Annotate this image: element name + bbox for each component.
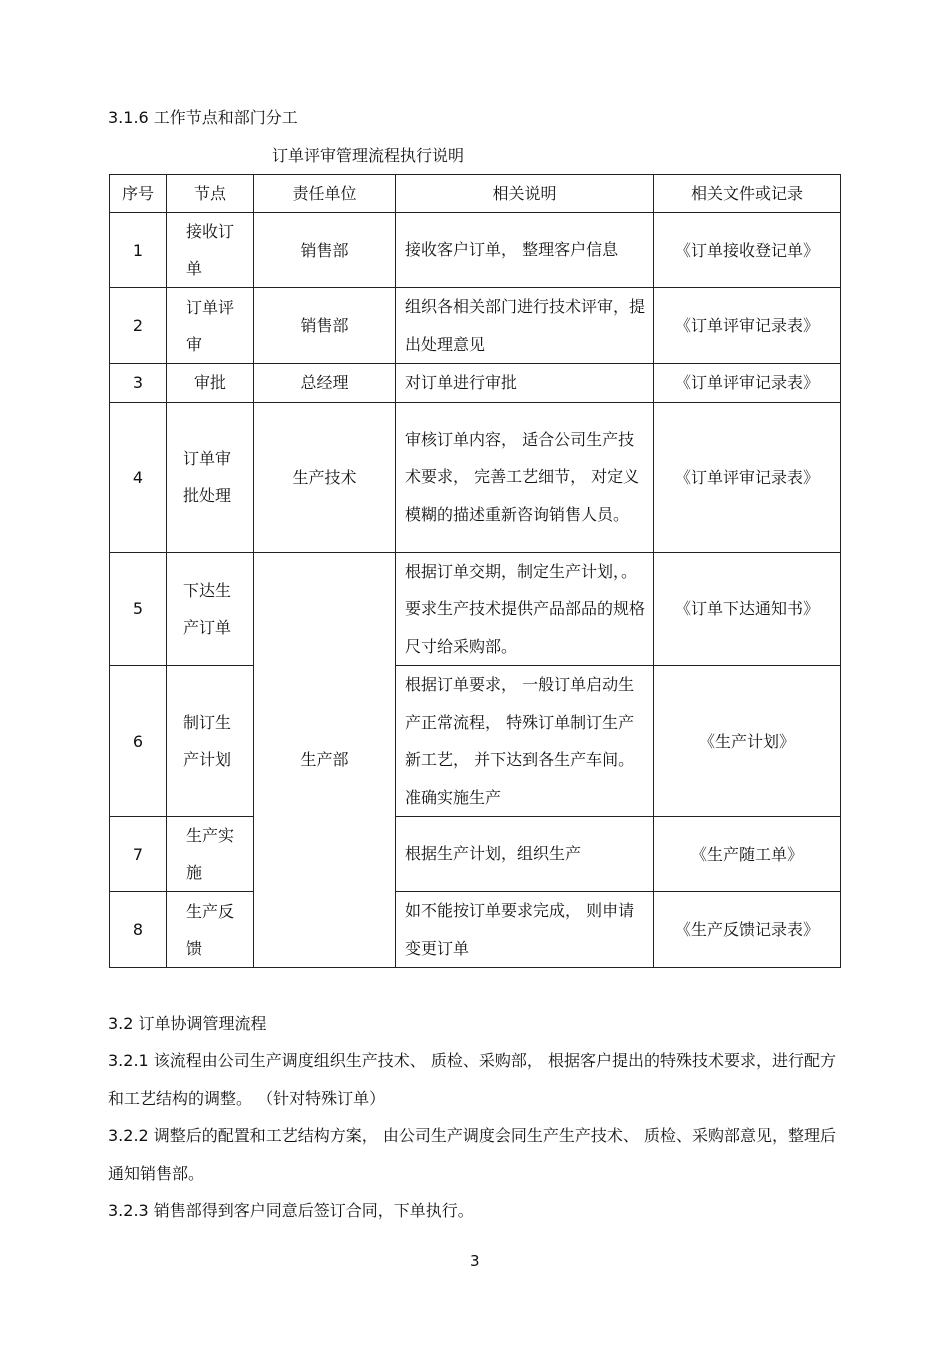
section-heading-3-1-6: 3.1.6 工作节点和部门分工 <box>108 108 298 127</box>
paragraph-3-2-1: 3.2.1 该流程由公司生产调度组织生产技术、 质检、采购部， 根据客户提出的特殊技术要求，进行配方和工艺结构的调整。 （针对特殊订单） <box>108 1051 836 1108</box>
cell-unit: 销售部 <box>254 288 396 364</box>
page-number: 3 <box>470 1252 480 1270</box>
cell-no: 4 <box>110 402 167 552</box>
cell-record: 《订单下达通知书》 <box>654 552 841 666</box>
node-text: 订单审批处理 <box>183 449 232 505</box>
header-node: 节点 <box>167 175 254 213</box>
cell-unit-merged: 生产部 <box>254 552 396 968</box>
order-review-table <box>109 174 841 968</box>
cell-no: 3 <box>110 364 167 403</box>
cell-record: 《生产随工单》 <box>654 817 841 892</box>
table-row <box>110 288 841 364</box>
cell-desc: 根据订单交期，制定生产计划，。要求生产技术提供产品部品的规格尺寸给采购部。 <box>396 552 654 666</box>
node-text: 生产反馈 <box>186 901 235 958</box>
cell-desc: 根据订单要求， 一般订单启动生产正常流程， 特殊订单制订生产新工艺， 并下达到各生产车间。准确实施生产 <box>396 666 654 817</box>
cell-record: 《订单评审记录表》 <box>654 402 841 552</box>
cell-desc: 组织各相关部门进行技术评审，提出处理意见 <box>396 288 654 364</box>
cell-node <box>167 213 254 288</box>
header-no: 序号 <box>110 175 167 213</box>
cell-record: 《生产反馈记录表》 <box>654 892 841 968</box>
table-row <box>110 213 841 288</box>
table-row <box>110 552 841 666</box>
header-record: 相关文件或记录 <box>654 175 841 213</box>
cell-node <box>167 552 254 666</box>
cell-unit: 销售部 <box>254 213 396 288</box>
node-text: 接收订单 <box>186 222 235 278</box>
table-row <box>110 817 841 892</box>
cell-unit: 总经理 <box>254 364 396 403</box>
cell-node <box>167 892 254 968</box>
cell-no: 7 <box>110 817 167 892</box>
cell-node <box>167 402 254 552</box>
cell-no: 6 <box>110 666 167 817</box>
node-text: 订单评审 <box>186 297 235 354</box>
node-text: 制订生产计划 <box>183 713 232 769</box>
cell-node <box>167 666 254 817</box>
header-desc: 相关说明 <box>396 175 654 213</box>
cell-desc: 对订单进行审批 <box>396 364 654 403</box>
cell-node: 审批 <box>167 364 254 403</box>
table-title: 订单评审管理流程执行说明 <box>272 146 465 165</box>
paragraph-3-2-2: 3.2.2 调整后的配置和工艺结构方案， 由公司生产调度会同生产生产技术、 质检、采购部意见，整理后通知销售部。 <box>108 1126 836 1183</box>
table-row <box>110 892 841 968</box>
cell-record: 《生产计划》 <box>654 666 841 817</box>
header-unit: 责任单位 <box>254 175 396 213</box>
cell-node <box>167 817 254 892</box>
table-row <box>110 666 841 817</box>
cell-desc: 根据生产计划，组织生产 <box>396 817 654 892</box>
paragraph-3-2-3: 3.2.3 销售部得到客户同意后签订合同，下单执行。 <box>108 1201 474 1220</box>
table-header-row <box>110 175 841 213</box>
cell-unit: 生产技术 <box>254 402 396 552</box>
node-text: 下达生产订单 <box>183 580 232 637</box>
cell-desc: 接收客户订单， 整理客户信息 <box>396 213 654 288</box>
section-heading-3-2: 3.2 订单协调管理流程 <box>108 1014 267 1033</box>
cell-node <box>167 288 254 364</box>
cell-no: 1 <box>110 213 167 288</box>
table-row <box>110 364 841 403</box>
cell-no: 8 <box>110 892 167 968</box>
cell-no: 5 <box>110 552 167 666</box>
cell-record: 《订单接收登记单》 <box>654 213 841 288</box>
cell-record: 《订单评审记录表》 <box>654 364 841 403</box>
table-row <box>110 402 841 552</box>
cell-desc: 如不能按订单要求完成， 则申请变更订单 <box>396 892 654 968</box>
cell-no: 2 <box>110 288 167 364</box>
cell-desc: 审核订单内容， 适合公司生产技术要求， 完善工艺细节， 对定义模糊的描述重新咨询销售人员。 <box>396 402 654 552</box>
node-text: 生产实施 <box>186 826 235 882</box>
cell-record: 《订单评审记录表》 <box>654 288 841 364</box>
